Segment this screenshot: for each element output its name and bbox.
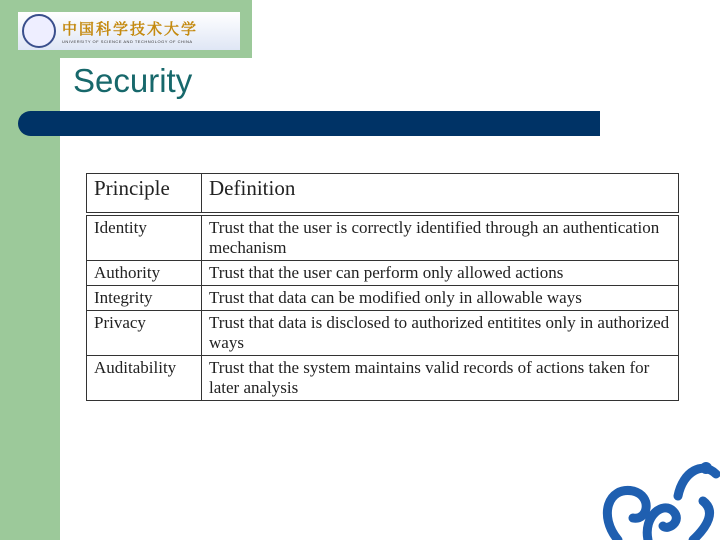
seal-icon — [22, 14, 56, 48]
title-bar — [18, 111, 600, 136]
principle-cell: Identity — [87, 214, 202, 261]
green-sidebar — [0, 0, 60, 540]
logo-chinese: 中国科学技术大学 — [62, 20, 199, 38]
university-logo — [18, 12, 240, 50]
definition-cell: Trust that data is disclosed to authorized entitites only in authorized ways — [202, 311, 679, 356]
definition-cell: Trust that the user can perform only allowed actions — [202, 261, 679, 286]
table-header — [87, 174, 679, 215]
definition-cell: Trust that data can be modified only in allowable ways — [202, 286, 679, 311]
dragon-logo-icon — [598, 456, 720, 540]
table-row — [87, 261, 679, 286]
principle-cell: Authority — [87, 261, 202, 286]
principle-cell: Auditability — [87, 356, 202, 401]
table-row — [87, 214, 679, 261]
principles-table — [86, 173, 679, 401]
header-definition: Definition — [202, 174, 679, 215]
table-row — [87, 311, 679, 356]
header-principle: Principle — [87, 174, 202, 215]
principle-cell: Privacy — [87, 311, 202, 356]
principle-cell: Integrity — [87, 286, 202, 311]
definition-cell: Trust that the user is correctly identified through an authentication mechanism — [202, 214, 679, 261]
slide-title: Security — [73, 62, 193, 99]
table-row — [87, 356, 679, 401]
table-row — [87, 286, 679, 311]
logo-english: UNIVERSITY OF SCIENCE AND TECHNOLOGY OF CHINA — [62, 39, 193, 44]
definition-cell: Trust that the system maintains valid records of actions taken for later analysis — [202, 356, 679, 401]
